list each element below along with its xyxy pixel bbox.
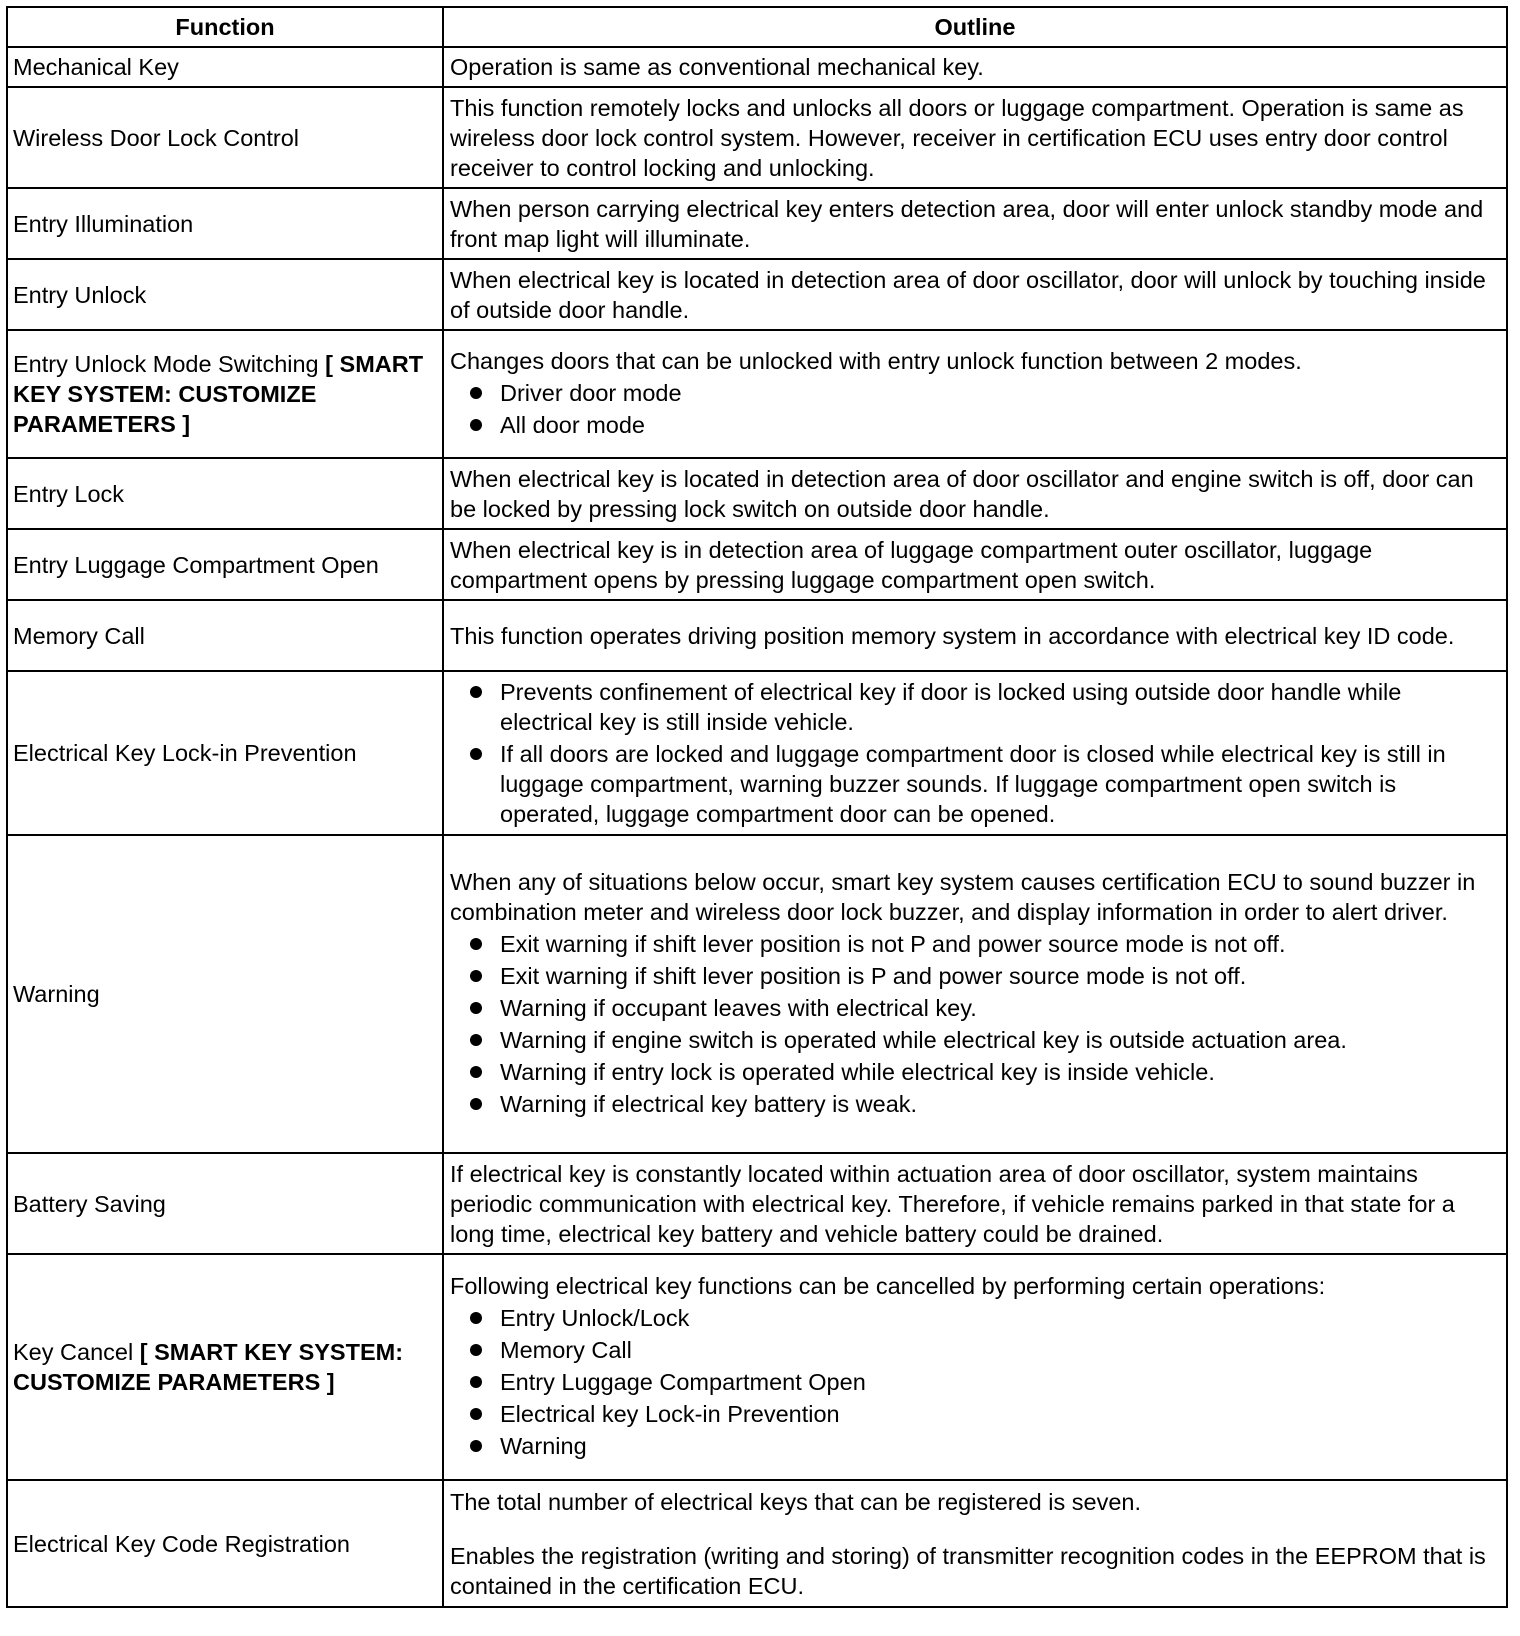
column-header-outline: Outline	[443, 7, 1507, 47]
table-row	[7, 1254, 1507, 1480]
function-label: Entry Unlock Mode Switching	[13, 351, 319, 377]
outline-cell	[443, 1480, 1507, 1607]
bullet-item: Exit warning if shift lever position is not P and power source mode is not off.	[450, 929, 1500, 959]
bullet-item: Prevents confinement of electrical key if door is locked using outside door handle while electrical key is still inside vehicle.	[450, 677, 1500, 737]
bullet-item: Warning if entry lock is operated while electrical key is inside vehicle.	[450, 1057, 1500, 1087]
bullet-item: Exit warning if shift lever position is P and power source mode is not off.	[450, 961, 1500, 991]
outline-cell	[443, 1153, 1507, 1254]
function-cell: Entry Luggage Compartment Open	[7, 529, 443, 600]
function-cell: Electrical Key Code Registration	[7, 1480, 443, 1607]
table-row	[7, 835, 1507, 1153]
outline-cell	[443, 458, 1507, 529]
bullet-item: Entry Luggage Compartment Open	[450, 1367, 1500, 1397]
bullet-item: Warning if electrical key battery is weak.	[450, 1089, 1500, 1119]
bullet-list	[450, 677, 1500, 829]
bullet-item: Warning if occupant leaves with electrical key.	[450, 993, 1500, 1023]
outline-cell	[443, 1254, 1507, 1480]
bullet-list	[450, 929, 1500, 1119]
outline-cell	[443, 600, 1507, 671]
table-header-row	[7, 7, 1507, 47]
outline-text: Following electrical key functions can be cancelled by performing certain operations:	[450, 1273, 1326, 1299]
outline-text: Enables the registration (writing and storing) of transmitter recognition codes in the EEPROM that is contained in the certification ECU.	[450, 1542, 1486, 1599]
table-row	[7, 529, 1507, 600]
outline-cell	[443, 188, 1507, 259]
outline-text: When electrical key is located in detection area of door oscillator and engine switch is off, door can be locked by pressing lock switch on outside door handle.	[450, 465, 1474, 522]
table-row	[7, 671, 1507, 835]
table-row	[7, 330, 1507, 458]
table-row	[7, 47, 1507, 87]
outline-text: When electrical key is located in detection area of door oscillator, door will unlock by touching inside of outside door handle.	[450, 266, 1486, 323]
outline-cell	[443, 87, 1507, 188]
function-cell	[7, 1254, 443, 1480]
table-row	[7, 1153, 1507, 1254]
outline-cell	[443, 835, 1507, 1153]
function-cell: Battery Saving	[7, 1153, 443, 1254]
function-outline-table	[6, 6, 1508, 1608]
bullet-list	[450, 1303, 1500, 1461]
outline-cell	[443, 47, 1507, 87]
bullet-item: Entry Unlock/Lock	[450, 1303, 1500, 1333]
customize-parameters-link[interactable]: [ SMART KEY SYSTEM: CUSTOMIZE PARAMETERS ]	[13, 1339, 404, 1395]
bullet-item: Driver door mode	[450, 378, 1500, 408]
outline-cell	[443, 330, 1507, 458]
bullet-item: Warning if engine switch is operated while electrical key is outside actuation area.	[450, 1025, 1500, 1055]
bullet-item: Warning	[450, 1431, 1500, 1461]
function-cell: Memory Call	[7, 600, 443, 671]
customize-parameters-link[interactable]: [ SMART KEY SYSTEM: CUSTOMIZE PARAMETERS ]	[13, 351, 424, 437]
outline-text: The total number of electrical keys that can be registered is seven.	[450, 1488, 1141, 1515]
table-row	[7, 188, 1507, 259]
column-header-function: Function	[7, 7, 443, 47]
bullet-item: If all doors are locked and luggage compartment door is closed while electrical key is still in luggage compartment, warning buzzer sounds. If luggage compartment open switch is operated, luggage compartment door can be opened.	[450, 739, 1500, 829]
outline-text: This function operates driving position memory system in accordance with electrical key ID code.	[450, 622, 1455, 649]
function-cell: Entry Unlock	[7, 259, 443, 330]
function-cell: Entry Illumination	[7, 188, 443, 259]
outline-text: When person carrying electrical key enters detection area, door will enter unlock standby mode and front map light will illuminate.	[450, 195, 1484, 252]
outline-text: When electrical key is in detection area of luggage compartment outer oscillator, luggage compartment opens by pressing luggage compartment open switch.	[450, 536, 1373, 593]
outline-text: If electrical key is constantly located within actuation area of door oscillator, system maintains periodic communication with electrical key. Therefore, if vehicle remains parked in that state for a long time, electrical key battery and vehicle battery could be drained.	[450, 1160, 1455, 1247]
bullet-item: Electrical key Lock-in Prevention	[450, 1399, 1500, 1429]
function-cell	[7, 330, 443, 458]
table-row	[7, 259, 1507, 330]
table-row	[7, 458, 1507, 529]
outline-text: This function remotely locks and unlocks all doors or luggage compartment. Operation is same as wireless door lock control system. However, receiver in certification ECU uses entry door control receiver to control locking and unlocking.	[450, 94, 1464, 181]
outline-cell	[443, 529, 1507, 600]
function-cell: Wireless Door Lock Control	[7, 87, 443, 188]
function-cell: Warning	[7, 835, 443, 1153]
outline-text: When any of situations below occur, smart key system causes certification ECU to sound buzzer in combination meter and wireless door lock buzzer, and display information in order to alert driver.	[450, 869, 1476, 925]
bullet-item: All door mode	[450, 410, 1500, 440]
function-cell: Mechanical Key	[7, 47, 443, 87]
bullet-list	[450, 378, 1500, 440]
function-cell: Electrical Key Lock-in Prevention	[7, 671, 443, 835]
bullet-item: Memory Call	[450, 1335, 1500, 1365]
table-row	[7, 1480, 1507, 1607]
outline-text: Operation is same as conventional mechanical key.	[450, 54, 984, 80]
table-row	[7, 87, 1507, 188]
function-cell: Entry Lock	[7, 458, 443, 529]
outline-cell	[443, 671, 1507, 835]
table-row	[7, 600, 1507, 671]
function-label: Key Cancel	[13, 1339, 134, 1365]
outline-text: Changes doors that can be unlocked with entry unlock function between 2 modes.	[450, 348, 1302, 374]
outline-cell	[443, 259, 1507, 330]
